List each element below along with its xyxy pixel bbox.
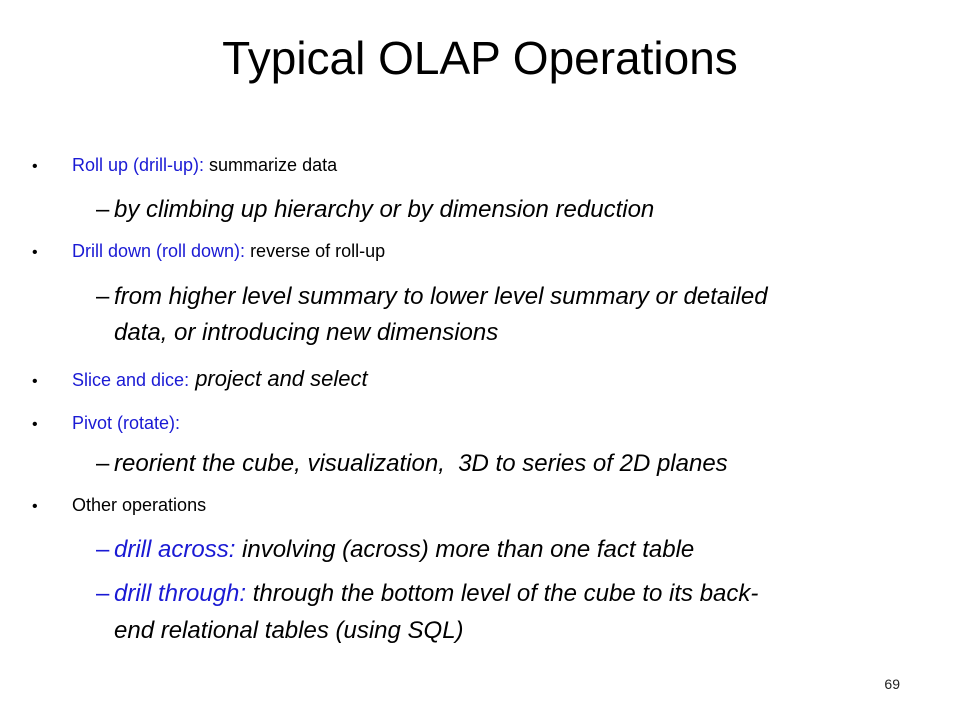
term-across: drill across: <box>114 536 236 563</box>
sub-through-line2: end relational tables (using SQL) <box>114 617 464 644</box>
bullet-marker: • <box>32 373 38 390</box>
bullet-slice <box>32 366 368 395</box>
desc-through: through the bottom level of the cube to its back- <box>246 580 759 607</box>
dash-marker: – <box>96 196 110 223</box>
slide-title: Typical OLAP Operations <box>222 32 738 84</box>
sub-rollup-text: by climbing up hierarchy or by dimension reduction <box>114 196 655 223</box>
bullet-rollup <box>32 152 337 180</box>
bullet-marker: • <box>32 158 38 175</box>
text-other: Other operations <box>72 495 207 515</box>
desc-rollup: summarize data <box>204 155 338 175</box>
bullet-marker: • <box>32 498 38 515</box>
term-pivot: Pivot (rotate): <box>72 413 181 433</box>
bullet-other <box>32 492 206 520</box>
bullet-pivot <box>32 410 180 438</box>
desc-across: involving (across) more than one fact table <box>235 536 695 563</box>
bullet-drilldown <box>32 238 385 266</box>
desc-drilldown: reverse of roll-up <box>245 241 386 261</box>
page-number: 69 <box>884 676 900 692</box>
term-through: drill through: <box>114 580 247 607</box>
desc-slice: project and select <box>189 366 368 391</box>
dash-marker: – <box>96 580 110 607</box>
dash-marker: – <box>96 536 110 563</box>
bullet-marker: • <box>32 244 38 261</box>
term-rollup: Roll up (drill-up): <box>72 155 205 175</box>
dash-marker: – <box>96 450 110 477</box>
bullet-marker: • <box>32 416 38 433</box>
sub-pivot-text: reorient the cube, visualization, 3D to series of 2D planes <box>114 450 728 477</box>
dash-marker: – <box>96 283 110 310</box>
term-drilldown: Drill down (roll down): <box>72 241 246 261</box>
sub-drilldown-line2: data, or introducing new dimensions <box>114 319 499 346</box>
sub-drilldown-line1: from higher level summary to lower level summary or detailed <box>114 283 768 310</box>
term-slice: Slice and dice: <box>72 370 190 390</box>
